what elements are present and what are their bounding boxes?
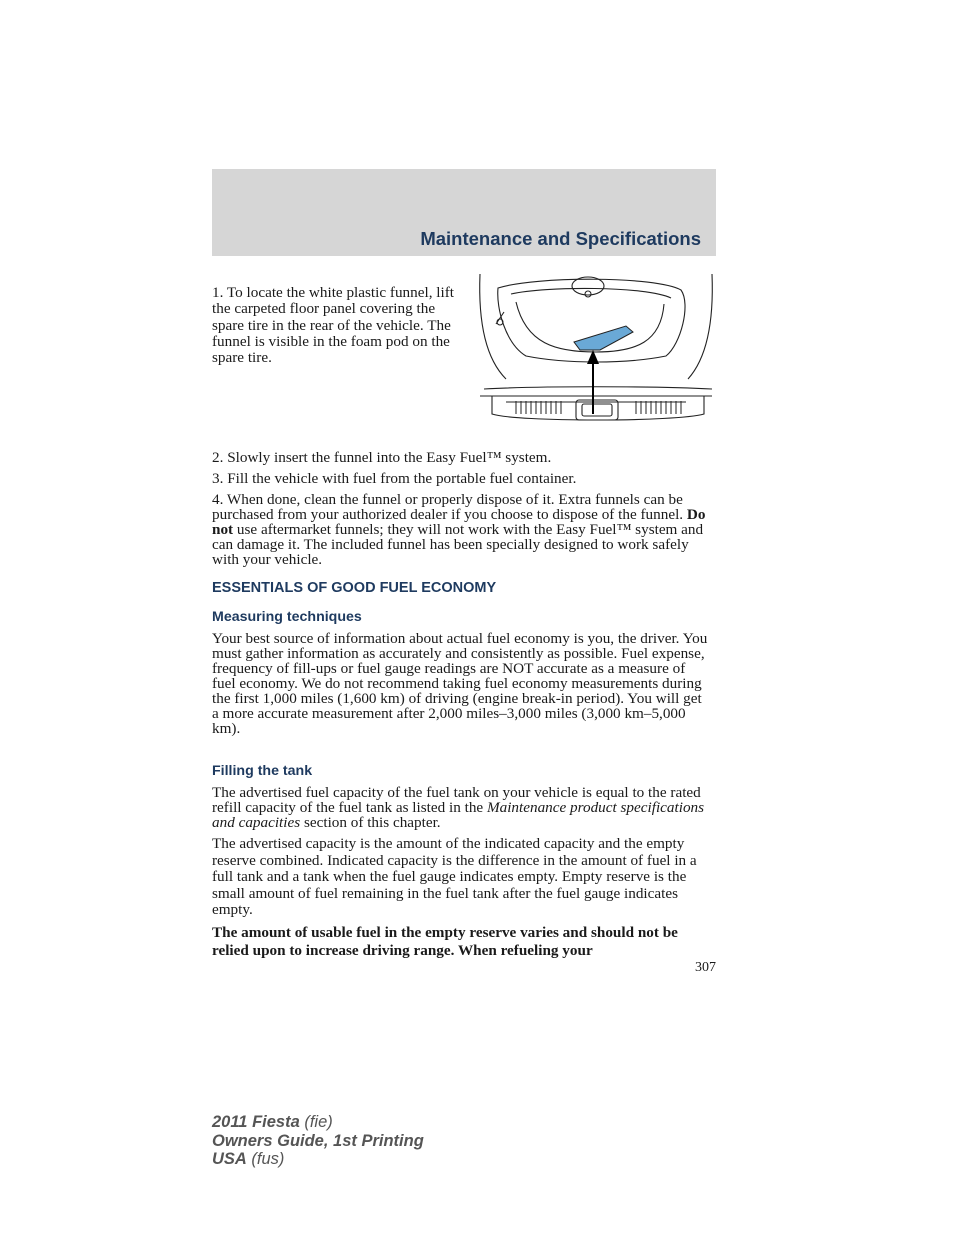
step-2-text: 2. Slowly insert the funnel into the Easy Fuel™ system. [212, 449, 552, 466]
filling-p1-part-a: The advertised fuel capacity of the fuel tank on your vehicle is equal to the rated refill capacity of the fuel tank as listed in the [212, 784, 701, 816]
funnel-shape [574, 326, 633, 350]
filling-paragraph-1 [212, 785, 712, 830]
measuring-text: Your best source of information about actual fuel economy is you, the driver. You must gather information as accurately and consistently as possible. Fuel expense, frequency of fill-ups or fuel gauge readings are NOT accurate as a measure of fuel economy. We do not recommend taking fuel economy measurements during the first 1,000 miles (1,600 km) of driving (engine break-in period). You will get a more accurate measurement after 2,000 miles–3,000 miles (3,000 km–5,000 km). [212, 630, 708, 737]
filling-paragraph-3: The amount of usable fuel in the empty reserve varies and should not be relied upon to increase driving range. When refueling your [212, 924, 678, 959]
subheading-filling: Filling the tank [212, 763, 313, 779]
section-heading: ESSENTIALS OF GOOD FUEL ECONOMY [212, 580, 497, 596]
step-3-text: 3. Fill the vehicle with fuel from the portable fuel container. [212, 470, 577, 487]
footer-edition-info [212, 1113, 424, 1169]
footer-printing: Owners Guide, 1st Printing [212, 1131, 424, 1150]
subheading-measuring: Measuring techniques [212, 609, 362, 625]
footer-market-code: (fus) [246, 1150, 285, 1168]
footer-line-1 [212, 1113, 424, 1132]
step-4-part-a: 4. When done, clean the funnel or properly dispose of it. Extra funnels can be purchased from your authorized dealer if you choose to dispose of the funnel. [212, 491, 687, 523]
spare-tire-funnel-illustration [476, 264, 716, 434]
chapter-title: Maintenance and Specifications [420, 228, 701, 249]
step-4-part-b: use aftermarket funnels; they will not work with the Easy Fuel™ system and can damage it. The included funnel has been specially designed to work safely with your vehicle. [212, 521, 704, 568]
chapter-header-band [212, 169, 716, 256]
footer-line-2 [212, 1132, 424, 1151]
footer-model: 2011 Fiesta [212, 1113, 300, 1131]
footer-model-code: (fie) [299, 1113, 333, 1131]
page-number: 307 [695, 960, 716, 975]
filling-p1-part-b: section of this chapter. [300, 814, 441, 831]
step-1-text: 1. To locate the white plastic funnel, lift the carpeted floor panel covering the spare tire in the rear of the vehicle. The funnel is visible in the foam pod on the spare tire. [212, 284, 455, 367]
footer-market: USA [212, 1150, 247, 1168]
filling-p1-italic: Maintenance product specifications and capacities [212, 799, 705, 831]
step-4-emphasis: Do not [212, 506, 706, 538]
filling-paragraph-2: The advertised capacity is the amount of the indicated capacity and the empty reserve combined. Indicated capacity is the difference in the amount of fuel in a full tank and a tank when the fuel gauge indicates empty. Empty reserve is the small amount of fuel remaining in the fuel tank after the fuel gauge indicates empty. [212, 835, 697, 918]
step-4-text [212, 492, 712, 567]
footer-line-3 [212, 1150, 424, 1169]
